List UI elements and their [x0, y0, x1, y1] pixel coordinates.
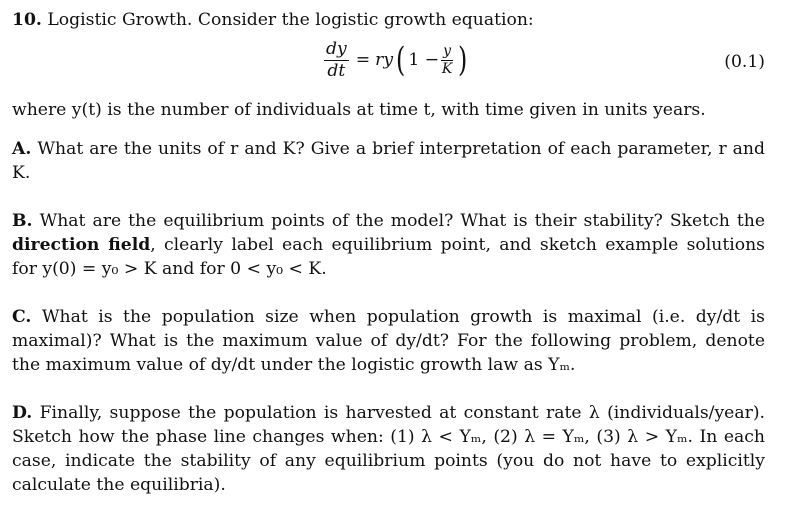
part-b-text-1: What are the equilibrium points of the model? What is their stability? Sketch the: [39, 211, 765, 231]
part-b: [12, 209, 765, 281]
equation-number: (0.1): [724, 52, 765, 72]
ratio-denominator: K: [441, 60, 453, 77]
logistic-equation: [12, 36, 765, 98]
part-d-text: Finally, suppose the population is harvested at constant rate λ (individuals/year). Sketch how the phase line changes when: (1) λ < Yₘ, (2) λ = Yₘ, (3) λ > Yₘ. In each case, indicate the stability of any equilibrium points (you do not have to explicitly calculate the equilibria).: [12, 403, 765, 495]
part-a-label: A.: [12, 139, 32, 159]
problem-heading: [12, 8, 765, 32]
part-d-label: D.: [12, 403, 33, 423]
ratio-numerator: y: [441, 44, 453, 61]
derivative-fraction: [324, 40, 349, 81]
left-paren: (: [396, 40, 406, 81]
part-b-bold: direction field: [12, 235, 151, 255]
equation-body: [322, 40, 470, 81]
ry-term: ry: [375, 50, 394, 71]
one-minus-term: 1 −: [408, 50, 440, 71]
derivative-numerator: dy: [326, 39, 347, 59]
ratio-fraction: [441, 44, 453, 78]
problem-intro: Consider the logistic growth equation:: [197, 10, 534, 30]
part-c-label: C.: [12, 307, 32, 327]
part-d: [12, 401, 765, 497]
equals-sign: =: [355, 50, 371, 71]
part-b-text-2: , clearly label each equilibrium point, and sketch example solutions for y(0) = y₀ > K and for 0 < y₀ < K.: [12, 235, 765, 279]
problem-number: 10.: [12, 10, 42, 30]
part-a-text: What are the units of r and K? Give a brief interpretation of each parameter, r and K.: [12, 139, 765, 183]
part-c: [12, 305, 765, 377]
problem-title: Logistic Growth.: [47, 10, 193, 30]
derivative-denominator: dt: [327, 60, 346, 81]
part-b-label: B.: [12, 211, 33, 231]
part-c-text: What is the population size when population growth is maximal (i.e. dy/dt is maximal)? What is the maximum value of dy/dt? For the following problem, denote the maximum value of dy/dt under the logistic growth law as Yₘ.: [12, 307, 765, 375]
part-a: [12, 137, 765, 185]
where-line: where y(t) is the number of individuals at time t, with time given in units years.: [12, 100, 706, 120]
right-paren: ): [458, 40, 468, 81]
